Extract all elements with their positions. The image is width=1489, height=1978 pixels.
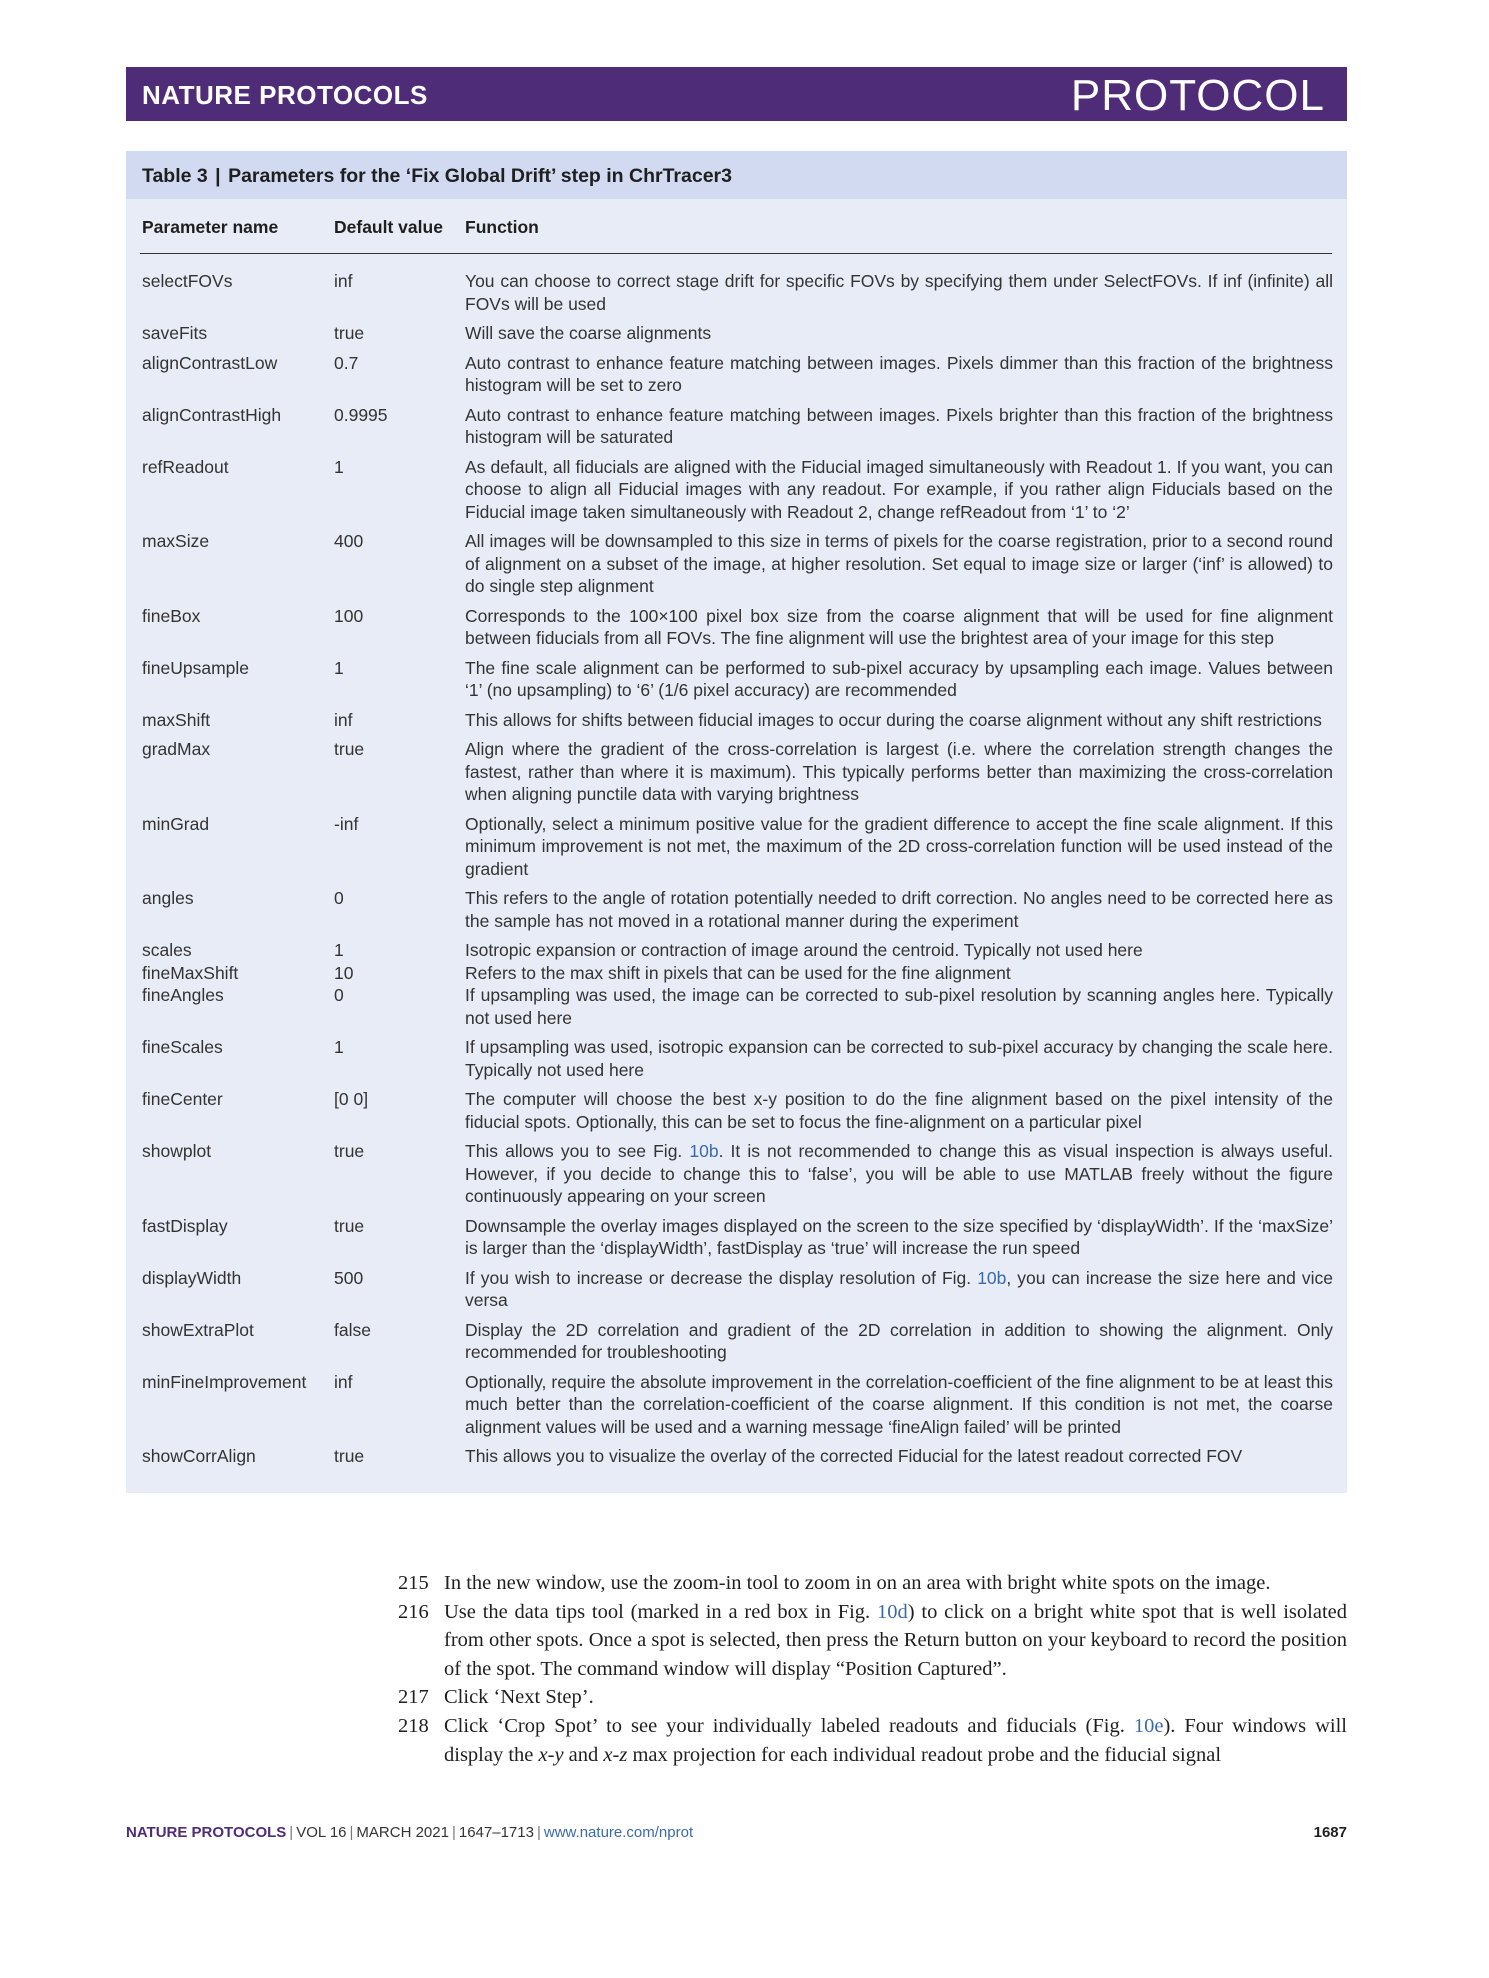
default-value: true: [334, 1215, 365, 1236]
default-value: [0 0]: [334, 1089, 369, 1109]
parameter-name: fineScales: [142, 1037, 223, 1057]
parameter-name: displayWidth: [142, 1267, 242, 1288]
parameter-name: minGrad: [142, 813, 210, 834]
step-number: 217: [398, 1686, 429, 1709]
function-description: Align where the gradient of the cross-correlation is largest (i.e. where the correlation strength changes the fastest, rather than where it is maximum). This typically performs better than maximizing the cross-correlation when aligning punctile data with varying brightness: [465, 739, 1333, 804]
default-value: 400: [334, 531, 364, 551]
function-description: Display the 2D correlation and gradient of the 2D correlation in addition to showing the alignment. Only recommended for troubleshooting: [465, 1319, 1333, 1362]
table-row: [126, 1215, 1347, 1260]
step-text: Click ‘Next Step’.: [444, 1686, 594, 1709]
function-description: Refers to the max shift in pixels that can be used for the fine alignment: [465, 962, 1011, 983]
step-text: max projection for each individual readout probe and the fiducial signal: [627, 1743, 1222, 1766]
function-text: . It is not recommended to change this as visual inspection is always useful. However, if you decide to change this to ‘false’, you will be able to use MATLAB freely without the figure continuously appearing on your screen: [465, 1141, 1333, 1206]
procedure-step: [398, 1598, 1347, 1684]
table-row: [126, 657, 1347, 702]
step-text: Use the data tips tool (marked in a red box in Fig.: [444, 1600, 877, 1623]
table-row: [126, 605, 1347, 650]
table-body: [126, 270, 1347, 1468]
figure-reference-link[interactable]: 10b: [689, 1141, 719, 1161]
figure-reference-link[interactable]: 10d: [876, 1600, 908, 1623]
function-description: Corresponds to the 100×100 pixel box size from the coarse alignment that will be used for fine alignment between fiducials from all FOVs. The fine alignment will use the brightest area of your image for this step: [465, 605, 1333, 648]
default-value: inf: [334, 709, 353, 730]
table-row: [126, 352, 1347, 397]
default-value: 1: [334, 940, 344, 960]
function-description: The fine scale alignment can be performed to sub-pixel accuracy by upsampling each image. Values between ‘1’ (no upsampling) to ‘6’ (1/6 pixel accuracy) are recommended: [465, 657, 1333, 700]
parameter-name: scales: [142, 940, 192, 960]
function-description: Auto contrast to enhance feature matching between images. Pixels brighter than this fraction of the brightness histogram will be saturated: [465, 404, 1333, 447]
procedure-steps: [398, 1569, 1347, 1769]
step-number: 216: [398, 1600, 429, 1623]
step-text: ). Four windows will display the: [444, 1714, 1347, 1766]
table-row: [126, 939, 1347, 962]
axis-label: x-y: [538, 1743, 564, 1766]
function-description: If upsampling was used, isotropic expansion can be corrected to sub-pixel accuracy by changing the scale here. Typically not used here: [465, 1037, 1333, 1080]
column-header-function: Function: [465, 217, 539, 237]
table-row: [126, 270, 1347, 315]
table-row: [126, 1140, 1347, 1208]
parameter-name: showCorrAlign: [142, 1446, 256, 1466]
parameter-name: saveFits: [142, 323, 208, 343]
parameter-name: refReadout: [142, 456, 229, 477]
table-row: [126, 1036, 1347, 1081]
function-description: Auto contrast to enhance feature matching between images. Pixels dimmer than this fraction of the brightness histogram will be set to zero: [465, 352, 1333, 395]
parameter-name: showplot: [142, 1141, 212, 1161]
default-value: 1: [334, 1037, 344, 1057]
parameter-name: gradMax: [142, 739, 211, 759]
default-value: -inf: [334, 813, 359, 834]
step-text: ) to click on a bright white spot that is well isolated from other spots. Once a spot is selected, then press the Return button on your keyboard to record the position of the spot. The command window will display “Position Captured”.: [444, 1600, 1348, 1680]
function-description: Will save the coarse alignments: [465, 323, 712, 343]
default-value: inf: [334, 1371, 353, 1392]
journal-name: NATURE PROTOCOLS: [142, 80, 428, 110]
default-value: 10: [334, 962, 354, 983]
table-row: [126, 709, 1347, 732]
default-value: true: [334, 739, 365, 759]
function-description: You can choose to correct stage drift for specific FOVs by specifying them under SelectFOVs. If inf (infinite) all FOVs will be used: [465, 271, 1333, 314]
table-row: [126, 984, 1347, 1029]
procedure-step: [398, 1712, 1347, 1769]
parameter-name: maxShift: [142, 709, 211, 730]
figure-reference-link[interactable]: 10b: [977, 1267, 1007, 1288]
function-description: [465, 1140, 1333, 1208]
header-rule: [140, 253, 1332, 254]
function-description: Optionally, select a minimum positive value for the gradient difference to accept the fine scale alignment. If this minimum improvement is not met, the maximum of the 2D cross-correlation function will be used instead of the gradient: [465, 813, 1333, 879]
parameter-name: fastDisplay: [142, 1215, 228, 1236]
table-caption: [126, 151, 1347, 199]
table-row: [126, 530, 1347, 598]
default-value: 1: [334, 456, 344, 477]
table-label: Table 3: [142, 165, 208, 187]
table-row: [126, 1319, 1347, 1364]
table-row: [126, 322, 1347, 345]
default-value: 500: [334, 1267, 364, 1288]
table-row: [126, 456, 1347, 524]
footer-date: MARCH 2021: [356, 1824, 449, 1841]
table-caption-separator: |: [215, 165, 221, 187]
default-value: 100: [334, 605, 364, 626]
function-description: Isotropic expansion or contraction of image around the centroid. Typically not used here: [465, 940, 1143, 960]
step-text: and: [563, 1743, 604, 1766]
function-description: This allows for shifts between fiducial images to occur during the coarse alignment without any shift restrictions: [465, 709, 1322, 730]
step-text: Click ‘Crop Spot’ to see your individually labeled readouts and fiducials (Fig.: [444, 1714, 1134, 1737]
footer-url-link[interactable]: www.nature.com/nprot: [543, 1824, 694, 1841]
step-number: 218: [398, 1714, 429, 1737]
figure-reference-link[interactable]: 10e: [1133, 1714, 1164, 1737]
function-description: As default, all fiducials are aligned with the Fiducial imaged simultaneously with Readout 1. If you want, you can choose to align all Fiducial images with any readout. For example, if you rather align Fiducials based on the Fiducial image taken simultaneously with Readout 2, change refReadout from ‘1’ to ‘2’: [465, 456, 1333, 522]
footer-journal: NATURE PROTOCOLS: [126, 1824, 287, 1841]
function-description: All images will be downsampled to this size in terms of pixels for the coarse registration, prior to a second round of alignment on a subset of the image, at higher resolution. Set equal to image size or larger (‘inf’ is allowed) to do single step alignment: [465, 531, 1333, 596]
parameter-name: selectFOVs: [142, 271, 233, 291]
journal-header-bar: [126, 67, 1347, 121]
parameter-name: alignContrastHigh: [142, 404, 282, 425]
default-value: 0.9995: [334, 404, 388, 425]
parameter-name: fineAngles: [142, 985, 224, 1005]
default-value: 1: [334, 657, 344, 678]
function-description: This refers to the angle of rotation potentially needed to drift correction. No angles need to be corrected here as the sample has not moved in a rotational manner during the experiment: [465, 888, 1333, 931]
default-value: inf: [334, 271, 353, 291]
table-row: [126, 1088, 1347, 1133]
table-row: [126, 1267, 1347, 1312]
parameter-name: maxSize: [142, 531, 210, 551]
procedure-step: [398, 1683, 1347, 1712]
footer-volume: VOL 16: [296, 1824, 347, 1841]
parameter-name: fineCenter: [142, 1089, 223, 1109]
function-text: , you can increase the size here and vice versa: [465, 1267, 1333, 1310]
function-description: Optionally, require the absolute improvement in the correlation-coefficient of the fine alignment to be at least this much better than the correlation-coefficient of the coarse alignment. If this condition is not met, the coarse alignment values will be used and a warning message ‘fineAlign failed’ will be printed: [465, 1371, 1333, 1437]
function-description: This allows you to visualize the overlay of the corrected Fiducial for the latest readout corrected FOV: [465, 1446, 1243, 1466]
table-row: [126, 738, 1347, 806]
function-text: If you wish to increase or decrease the display resolution of Fig.: [465, 1267, 978, 1288]
default-value: 0: [334, 888, 344, 908]
column-header-parameter-name: Parameter name: [142, 217, 279, 237]
article-type: PROTOCOL: [1070, 71, 1325, 120]
column-header-default-value: Default value: [334, 217, 443, 237]
step-number: 215: [398, 1572, 429, 1594]
parameter-name: fineBox: [142, 605, 201, 626]
parameter-name: alignContrastLow: [142, 352, 278, 373]
table-row: [126, 404, 1347, 449]
function-description: Downsample the overlay images displayed on the screen to the size specified by ‘displayWidth’. If the ‘maxSize’ is larger than the ‘displayWidth’, fastDisplay as ‘true’ will increase the run speed: [465, 1215, 1333, 1258]
parameter-name: fineMaxShift: [142, 962, 239, 983]
table-title: Parameters for the ‘Fix Global Drift’ step in ChrTracer3: [228, 165, 732, 187]
default-value: true: [334, 323, 365, 343]
parameter-name: fineUpsample: [142, 657, 249, 678]
default-value: true: [334, 1446, 365, 1466]
table-row: [126, 962, 1347, 985]
page-number: 1687: [1313, 1824, 1347, 1841]
footer-pages: 1647–1713: [458, 1824, 534, 1841]
function-description: If upsampling was used, the image can be corrected to sub-pixel resolution by scanning angles here. Typically not used here: [465, 985, 1333, 1028]
table-row: [126, 887, 1347, 932]
default-value: 0: [334, 985, 344, 1005]
default-value: false: [334, 1319, 371, 1340]
function-description: [465, 1267, 1333, 1312]
table-row: [126, 813, 1347, 881]
parameter-name: minFineImprovement: [142, 1371, 307, 1392]
function-description: The computer will choose the best x-y position to do the fine alignment based on the pixel intensity of the fiducial spots. Optionally, this can be set to focus the fine-alignment on a particular pixel: [465, 1089, 1333, 1132]
default-value: 0.7: [334, 352, 359, 373]
page-footer: NATURE PROTOCOLS | VOL 16 | MARCH 2021 | 1647–1713 | www.nature.com/nprot 1687: [126, 1824, 1347, 1841]
procedure-step: [398, 1569, 1347, 1598]
step-text: In the new window, use the zoom-in tool to zoom in on an area with bright white spots on the image.: [444, 1572, 1271, 1594]
parameter-name: angles: [142, 888, 194, 908]
table-row: [126, 1371, 1347, 1439]
function-text: This allows you to see Fig.: [465, 1141, 690, 1161]
table-row: [126, 1445, 1347, 1468]
parameters-table: [126, 151, 1347, 1493]
axis-label: x-z: [603, 1743, 628, 1766]
parameter-name: showExtraPlot: [142, 1319, 254, 1340]
default-value: true: [334, 1141, 365, 1161]
